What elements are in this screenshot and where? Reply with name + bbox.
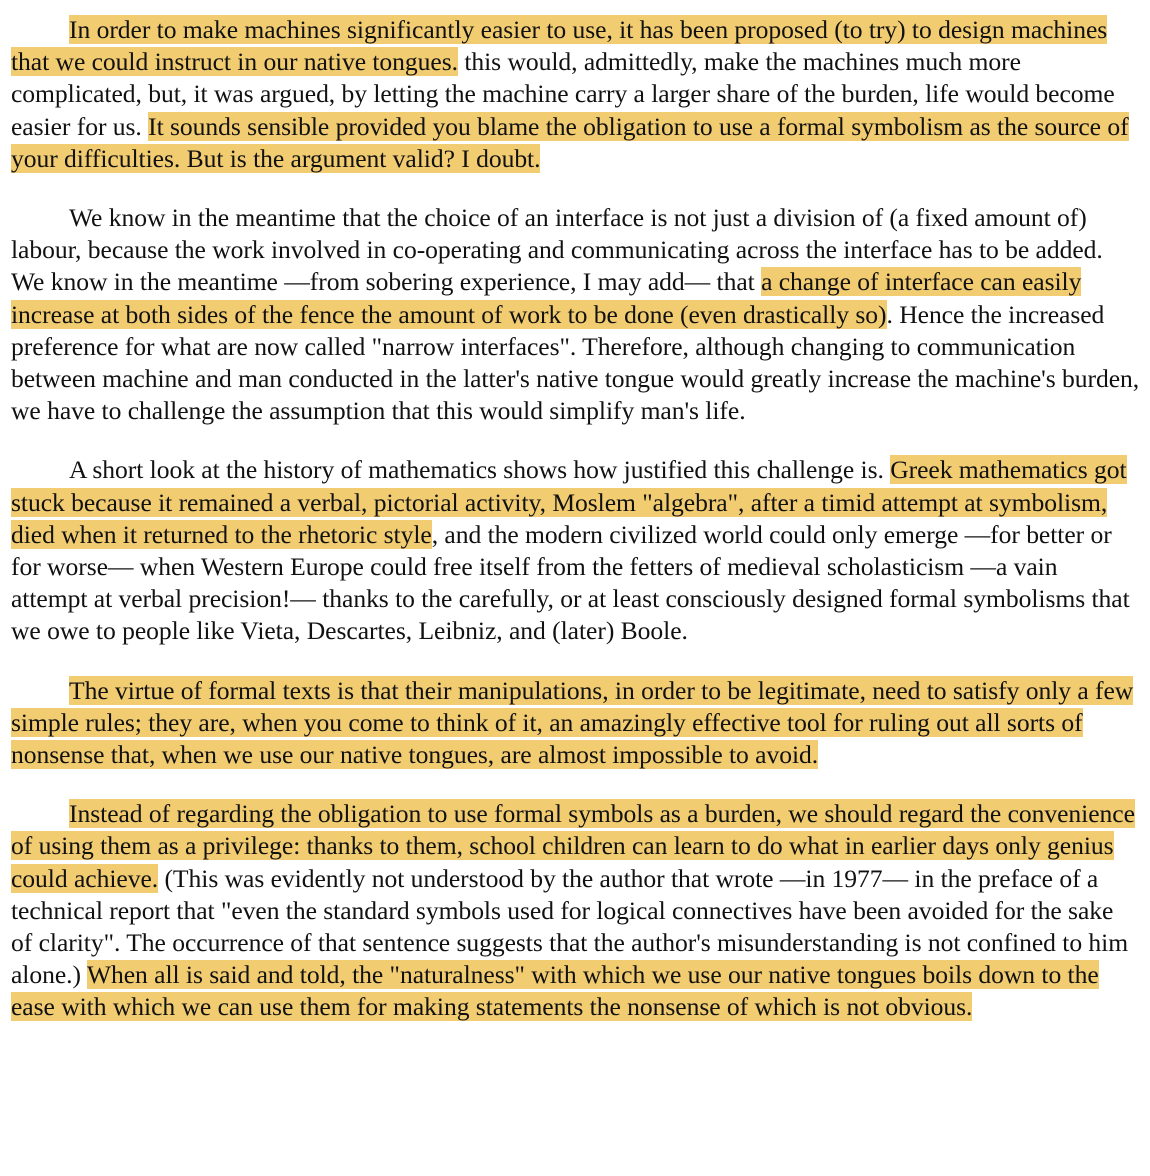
highlighted-text[interactable]: It sounds sensible provided you blame the obligation to use a formal symbolism as the source of your difficulties. But is the argument valid? I doubt. <box>11 111 1129 173</box>
highlighted-text[interactable]: Instead of regarding the obligation to use formal symbols as a burden, we should regard the convenience of using them as a privilege: thanks to them, school children can learn to do what in earlier days only genius could achieve. <box>11 799 1135 893</box>
paragraph-3 <box>11 454 1140 647</box>
paragraph-5 <box>11 798 1140 1023</box>
highlighted-text[interactable]: a change of interface can easily increase at both sides of the fence the amount of work to be done (even drastically so) <box>11 267 1082 329</box>
plain-text: (This was evidently not understood by the author that wrote —in 1977— in the preface of a technical report that "even the standard symbols used for logical connectives have been avoided for the sake of clarity". The occurrence of that sentence suggests that the author's misunderstanding is not confined to him alone.) <box>11 863 1129 990</box>
highlighted-text[interactable]: The virtue of formal texts is that their manipulations, in order to be legitimate, need to satisfy only a few simple rules; they are, when you come to think of it, an amazingly effective tool for ruling out all sorts of nonsense that, when we use our native tongues, are almost impossible to avoid. <box>11 675 1134 770</box>
highlighted-text[interactable]: Greek mathematics got stuck because it remained a verbal, pictorial activity, Moslem "algebra", after a timid attempt at symbolism, died when it returned to the rhetoric style <box>11 455 1127 549</box>
paragraph-1 <box>11 14 1140 175</box>
paragraph-4 <box>11 675 1140 772</box>
plain-text: We know in the meantime that the choice of an interface is not just a division of (a fixed amount of) labour, because the work involved in co-operating and communicating across the interface has to be added. We know in the meantime —from sobering experience, I may add— that <box>11 203 1103 297</box>
plain-text: A short look at the history of mathematics shows how justified this challenge is. <box>69 455 891 485</box>
plain-text: , and the modern civilized world could only emerge —for better or for worse— when Western Europe could free itself from the fetters of medieval scholasticism —a vain attempt at verbal precision!— thanks to the carefully, or at least consciously designed formal symbolisms that we owe to people like Vieta, Descartes, Leibniz, and (later) Boole. <box>11 519 1130 646</box>
paragraph-2 <box>11 202 1140 427</box>
plain-text: . Hence the increased preference for what are now called "narrow interfaces". Therefore, although changing to communication between machine and man conducted in the latter's native tongue would greatly increase the machine's burden, we have to challenge the assumption that this would simplify man's life. <box>11 299 1140 426</box>
plain-text: this would, admittedly, make the machines much more complicated, but, it was argued, by letting the machine carry a larger share of the burden, life would become easier for us. <box>11 47 1115 141</box>
highlighted-text[interactable]: In order to make machines significantly easier to use, it has been proposed (to try) to design machines that we could instruct in our native tongues. <box>11 15 1108 77</box>
highlighted-text[interactable]: When all is said and told, the "naturalness" with which we use our native tongues boils down to the ease with which we can use them for making statements the nonsense of which is not obvious. <box>11 960 1099 1022</box>
